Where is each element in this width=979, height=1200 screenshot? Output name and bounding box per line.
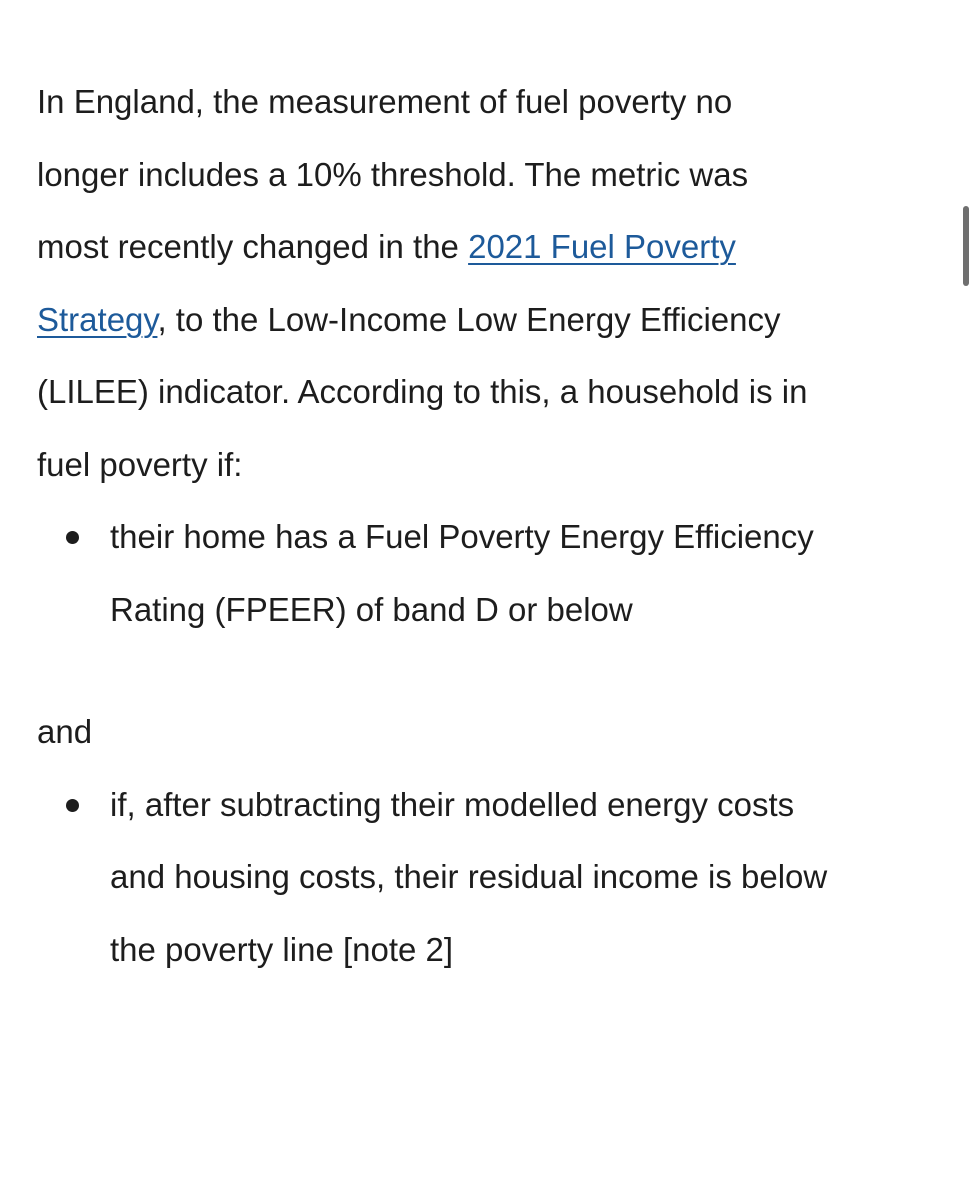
list-item: [37, 769, 952, 987]
intro-line-3: [37, 211, 952, 284]
intro-line-6: fuel poverty if:: [37, 445, 243, 483]
scrollbar-thumb[interactable]: [963, 206, 969, 286]
article-content: [37, 66, 952, 986]
criteria-2-line-1: if, after subtracting their modelled energy costs: [110, 785, 795, 823]
intro-line-4: [37, 284, 952, 357]
intro-line-1: In England, the measurement of fuel poverty no: [37, 83, 733, 120]
criteria-1-line-2: Rating (FPEER) of band D or below: [110, 590, 633, 628]
intro-line-3-text: most recently changed in the: [37, 228, 469, 265]
list-item: [37, 501, 952, 646]
fuel-poverty-strategy-link-part-1[interactable]: 2021 Fuel Poverty: [468, 228, 736, 265]
criteria-2-line-2: and housing costs, their residual income is below: [110, 858, 828, 895]
intro-line-2: longer includes a 10% threshold. The metric was: [37, 155, 749, 193]
criteria-list-1: [37, 501, 952, 646]
intro-line-5: (LILEE) indicator. According to this, a household is in: [37, 373, 808, 410]
criteria-1-line-1: their home has a Fuel Poverty Energy Efficiency: [110, 518, 814, 555]
criteria-list-2: [37, 769, 952, 987]
bullet-icon: [66, 799, 79, 812]
intro-line-4-text: , to the Low-Income Low Energy Efficiency: [157, 300, 781, 338]
fuel-poverty-strategy-link-part-2[interactable]: Strategy: [37, 300, 158, 338]
bullet-icon: [66, 531, 79, 544]
conjunction-text: and: [37, 713, 93, 750]
criteria-2-line-3: the poverty line [note 2]: [110, 930, 454, 968]
intro-paragraph: [37, 66, 952, 501]
